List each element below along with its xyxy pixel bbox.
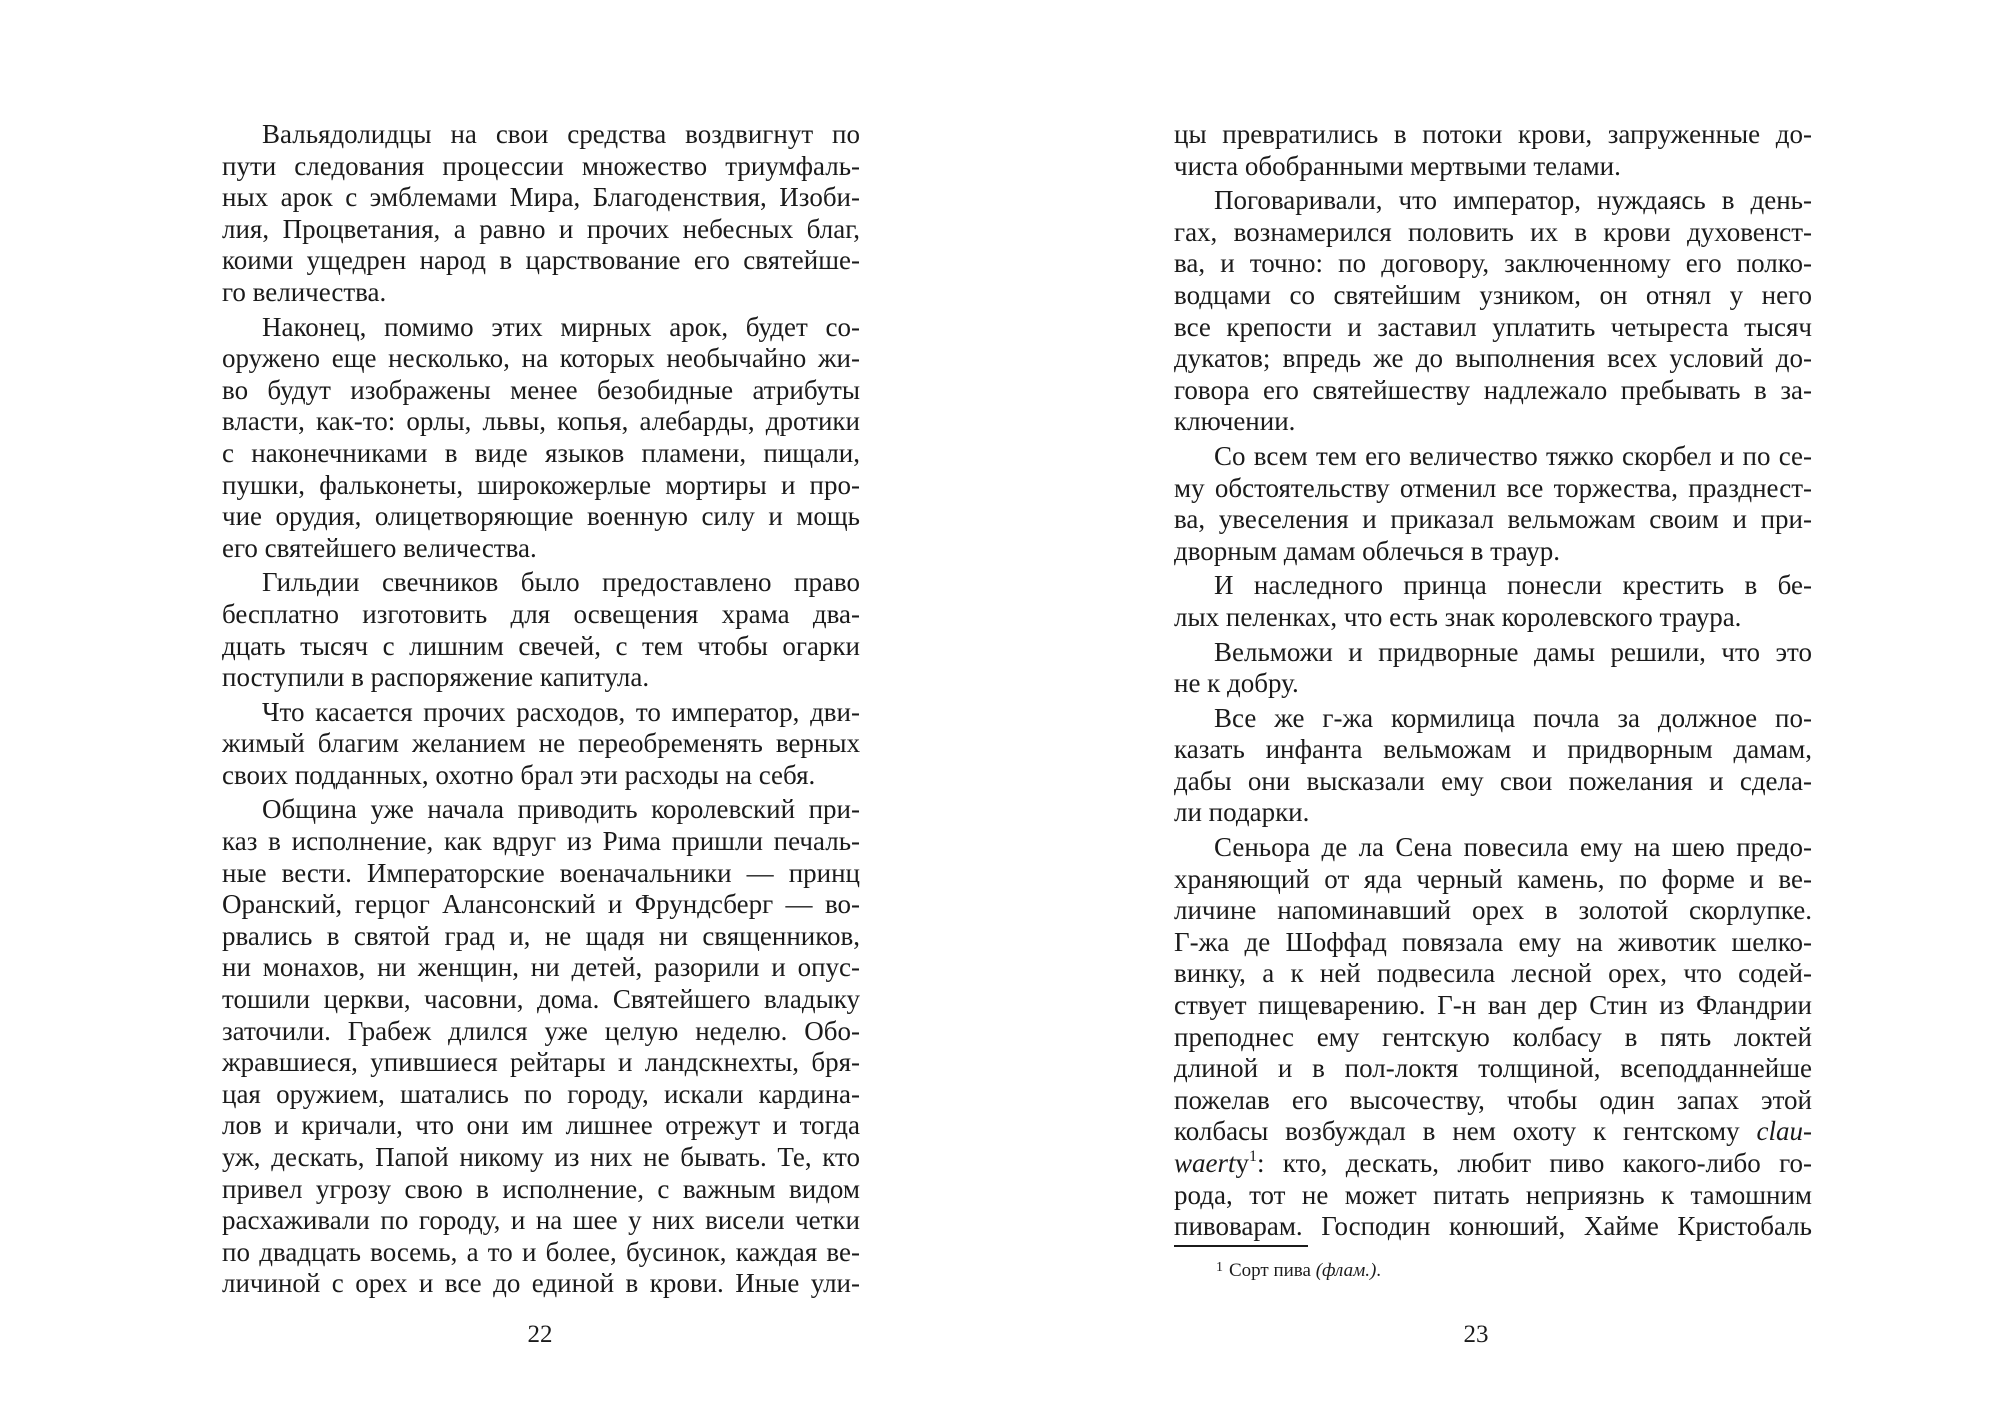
text-line: ных арок с эмблемами Мира, Благоденствия, Изоби- bbox=[222, 182, 860, 213]
text-line bbox=[1174, 1148, 1812, 1180]
text-fragment: колбасы возбуждал в нем охоту к гентскому bbox=[1174, 1116, 1740, 1147]
text-line: каз в исполнение, как вдруг из Рима пришли печаль- bbox=[222, 826, 860, 857]
text-line: Поговаривали, что император, нуждаясь в день- bbox=[1214, 185, 1812, 216]
text-line: ва, и точно: по договору, заключенному его полко- bbox=[1174, 248, 1812, 279]
text-line: водцами со святейшим узником, он отнял у него bbox=[1174, 279, 1812, 310]
text-line: своих подданных, охотно брал эти расходы на себя. bbox=[222, 759, 816, 790]
text-line: не к добру. bbox=[1174, 668, 1299, 699]
text-line: Наконец, помимо этих мирных арок, будет со- bbox=[262, 311, 860, 342]
text-line: личиной с орех и все до единой в крови. Иные ули- bbox=[222, 1268, 860, 1299]
footnote-divider bbox=[1174, 1245, 1308, 1247]
page-number: 22 bbox=[527, 1321, 553, 1348]
text-line: расхаживали по городу, и на шее у них висели четки bbox=[222, 1205, 860, 1236]
text-line: казать инфанта вельможам и придворным дамам, bbox=[1174, 734, 1812, 765]
footnote-text: Сорт пива bbox=[1229, 1260, 1316, 1281]
right-page bbox=[1000, 0, 2000, 1411]
text-line: Сеньора де ла Сена повесила ему на шею предо- bbox=[1214, 832, 1812, 863]
text-line: заточили. Грабеж длился уже целую неделю. Обо- bbox=[222, 1015, 860, 1046]
text-line: храняющий от яда черный камень, по форме и ве- bbox=[1174, 863, 1812, 894]
text-line: поступили в распоряжение капитула. bbox=[222, 662, 650, 693]
text-line: И наследного принца понесли крестить в бе- bbox=[1214, 570, 1812, 601]
text-line: тошили церкви, часовни, дома. Святейшего владыку bbox=[222, 984, 860, 1015]
text-line: бесплатно изготовить для освещения храма два- bbox=[222, 598, 860, 629]
text-line: Вальядолидцы на свои средства воздвигнут по bbox=[262, 119, 860, 149]
text-line: жимый благим желанием не переобременять верных bbox=[222, 728, 860, 759]
text-line: чие орудия, олицетворяющие военную силу и мощь bbox=[222, 501, 860, 532]
text-line: дцать тысяч с лишним свечей, с тем чтобы огарки bbox=[222, 630, 860, 661]
text-line: дворным дамам облечься в траур. bbox=[1174, 535, 1561, 566]
text-line: ключении. bbox=[1174, 406, 1296, 437]
text-line: пивоварам. Господин конюший, Хайме Кристобаль bbox=[1174, 1211, 1812, 1242]
text-line: рвались в святой град и, не щадя ни священников, bbox=[222, 920, 860, 951]
text-line: все крепости и заставил уплатить четыреста тысяч bbox=[1174, 311, 1812, 342]
text-line bbox=[1174, 1116, 1812, 1148]
footnote-end: . bbox=[1376, 1260, 1382, 1281]
text-line: Все же г-жа кормилица почла за должное по- bbox=[1214, 702, 1812, 733]
text-line: Что касается прочих расходов, то император, дви- bbox=[262, 696, 860, 727]
italic-word: clau- bbox=[1756, 1116, 1813, 1147]
page-number: 23 bbox=[1463, 1321, 1489, 1348]
text-line: ни монахов, ни женщин, ни детей, разорили и опус- bbox=[222, 952, 860, 983]
text-line: цая оружием, шатались по городу, искали кардина- bbox=[222, 1078, 860, 1109]
left-page-text bbox=[222, 119, 860, 1300]
text-line: Со всем тем его величество тяжко скорбел и по се- bbox=[1214, 440, 1812, 471]
text-line: по двадцать восемь, а то и более, бусинок, каждая ве- bbox=[222, 1236, 860, 1267]
text-line: лов и кричали, что они им лишнее отрежут и тогда bbox=[222, 1110, 860, 1141]
text-line: Община уже начала приводить королевский при- bbox=[262, 794, 860, 825]
text-fragment: : кто, дескать, любит пиво какого-либо го- bbox=[1257, 1148, 1812, 1178]
text-line: дукатов; впредь же до выполнения всех условий до- bbox=[1174, 343, 1812, 374]
text-line: го величества. bbox=[222, 276, 387, 307]
text-line: ва, увеселения и приказал вельможам своим и при- bbox=[1174, 504, 1812, 535]
text-line: ли подарки. bbox=[1174, 797, 1310, 828]
text-line: лых пеленках, что есть знак королевского траура. bbox=[1174, 601, 1742, 632]
right-page-text bbox=[1174, 119, 1812, 1243]
text-line: Гильдии свечников было предоставлено право bbox=[262, 567, 860, 598]
text-line: говора его святейшеству надлежало пребывать в за- bbox=[1174, 374, 1812, 405]
footnote-italic: (флам.) bbox=[1315, 1260, 1377, 1281]
text-line: цы превратились в потоки крови, запруженные до- bbox=[1174, 119, 1812, 149]
text-line: преподнес ему гентскую колбасу в пять локтей bbox=[1174, 1021, 1812, 1052]
text-fragment: у bbox=[1235, 1148, 1250, 1178]
footnote-reference: 1 bbox=[1249, 1148, 1258, 1165]
text-line: привел угрозу свою в исполнение, с важным видом bbox=[222, 1173, 860, 1204]
text-line: оружено еще несколько, на которых необычайно жи- bbox=[222, 343, 860, 374]
text-line: Оранский, герцог Алансонский и Фрундсберг — во- bbox=[222, 889, 860, 920]
italic-word: waert bbox=[1174, 1148, 1236, 1178]
text-line: Вельможи и придворные дамы решили, что это bbox=[1214, 636, 1812, 667]
text-line: личине напоминавший орех в золотой скорлупке. bbox=[1174, 895, 1812, 926]
text-line: с наконечниками в виде языков пламени, пищали, bbox=[222, 437, 860, 468]
text-line: власти, как-то: орлы, львы, копья, алебарды, дротики bbox=[222, 406, 860, 437]
text-line: гах, вознамерился половить их в крови духовенст- bbox=[1174, 216, 1812, 247]
footnote-mark: 1 bbox=[1216, 1260, 1223, 1275]
text-line: пожелав его высочеству, чтобы один запах этой bbox=[1174, 1084, 1812, 1115]
text-line: ствует пищеварению. Г-н ван дер Стин из Фландрии bbox=[1174, 990, 1812, 1021]
text-line: лия, Процветания, а равно и прочих небесных благ, bbox=[222, 213, 860, 244]
text-line: му обстоятельству отменил все торжества, празднест- bbox=[1174, 472, 1812, 503]
text-line: длиной и в пол-локтя толщиной, всеподданнейше bbox=[1174, 1053, 1812, 1084]
text-line: рода, тот не может питать неприязнь к тамошним bbox=[1174, 1179, 1812, 1210]
footnote bbox=[1216, 1255, 1381, 1284]
text-line: пути следования процессии множество триумфаль- bbox=[222, 150, 860, 181]
text-line: уж, дескать, Папой никому из них не бывать. Те, кто bbox=[222, 1142, 860, 1172]
text-line: Г-жа де Шоффад повязала ему на животик шелко- bbox=[1174, 926, 1812, 957]
text-line: коими ущедрен народ в царствование его святейше- bbox=[222, 245, 860, 276]
text-line: пушки, фальконеты, широкожерлые мортиры и про- bbox=[222, 469, 860, 500]
text-line: чиста обобранными мертвыми телами. bbox=[1174, 150, 1621, 181]
text-line: винку, а к ней подвесила лесной орех, что содей- bbox=[1174, 958, 1812, 989]
text-line: дабы они высказали ему свои пожелания и сдела- bbox=[1174, 765, 1812, 796]
text-line: жравшиеся, упившиеся рейтары и ландскнехты, бря- bbox=[222, 1047, 860, 1078]
text-line: во будут изображены менее безобидные атрибуты bbox=[222, 374, 860, 405]
text-line: его святейшего величества. bbox=[222, 532, 537, 563]
text-line: ные вести. Императорские военачальники — принц bbox=[222, 857, 860, 888]
